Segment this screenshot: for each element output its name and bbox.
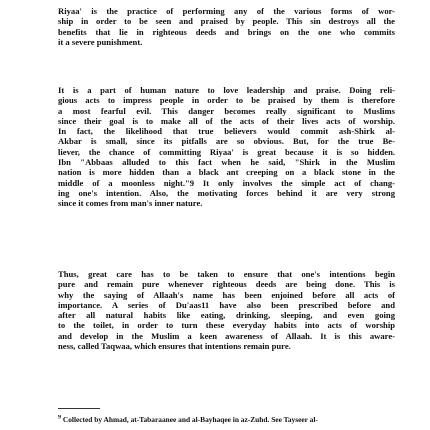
text-line: ness, called Taqwaa, which ensures that intentions remain pure.	[58, 341, 291, 352]
text-line: Thus, great care has to be taken to ensure that one's intentions begin	[58, 269, 395, 279]
footnote	[58, 415, 398, 424]
text-line: benefits that lie in righteous deeds and brings on the one who commits	[58, 26, 395, 37]
text-line: ing one's intention. Also, the motivating forces behind it are very strong	[58, 187, 395, 198]
text-line: to the toilet, in order to turn these everyday habits into acts of worship	[58, 320, 395, 331]
text-line: importance. A series of Du'aas11 have also been prescribed before and	[58, 299, 395, 310]
text-line: liever, the chance of committing Riyaa' is great because it is so hidden.	[58, 146, 395, 157]
text-line: since their goal is to make all of the acts of their lives acts of worship.	[58, 115, 395, 126]
text-line: pure and remain pure whenever righteous deeds are being done. This is	[58, 279, 395, 290]
paragraph-intentions	[58, 269, 395, 351]
text-line: It is a part of human nature to love leadership and praise. Doing reli-	[58, 85, 395, 95]
text-line: ship in order to be seen and praised by people. This sin destroys all the	[58, 16, 395, 27]
text-line: why the saying of Allaah's name has been enjoined before all acts of	[58, 289, 395, 300]
text-line: a most fearful evil. This danger becomes really significant to Muslims	[58, 105, 395, 116]
footnote-text: Collected by Ahmad, at-Tabaraanee and al-Bayhaqee in az-Zuhd. See Tayseer al-	[62, 415, 318, 424]
paragraph-human-nature	[58, 85, 395, 209]
text-line: and develop in the Muslim a keen awareness of Allaah. It is this aware-	[58, 330, 395, 341]
text-line: Akbar is small, since its pitfalls are so obvious. But, for the true Be-	[58, 136, 395, 147]
footnote-marker: 9	[58, 415, 61, 421]
text-line: nation is more hidden than a black ant creeping on a black stone in the	[58, 167, 395, 178]
text-line: In fact, the likelihood that true believers would commit ash-Shirk al-	[58, 126, 395, 137]
text-line: Ibn "Abbaas alluded to this fact when he said, "Shirk in the Muslim	[58, 157, 395, 168]
text-line: gious acts to impress people in order to be praised by them is therefore	[58, 95, 395, 106]
text-line: middle of a moonless night."9 It only involves the simple act of chang-	[58, 177, 395, 188]
text-line: Riyaa' is the practice of performing any of the various forms of wor-	[58, 6, 395, 16]
text-line: it a severe punishment.	[58, 36, 143, 47]
text-line: since it comes from man's inner nature.	[58, 198, 203, 209]
text-line: after all natural habits like eating, drinking, sleeping, and even going	[58, 310, 395, 321]
paragraph-riyaa-definition	[58, 6, 395, 47]
footnote-divider	[58, 408, 100, 409]
